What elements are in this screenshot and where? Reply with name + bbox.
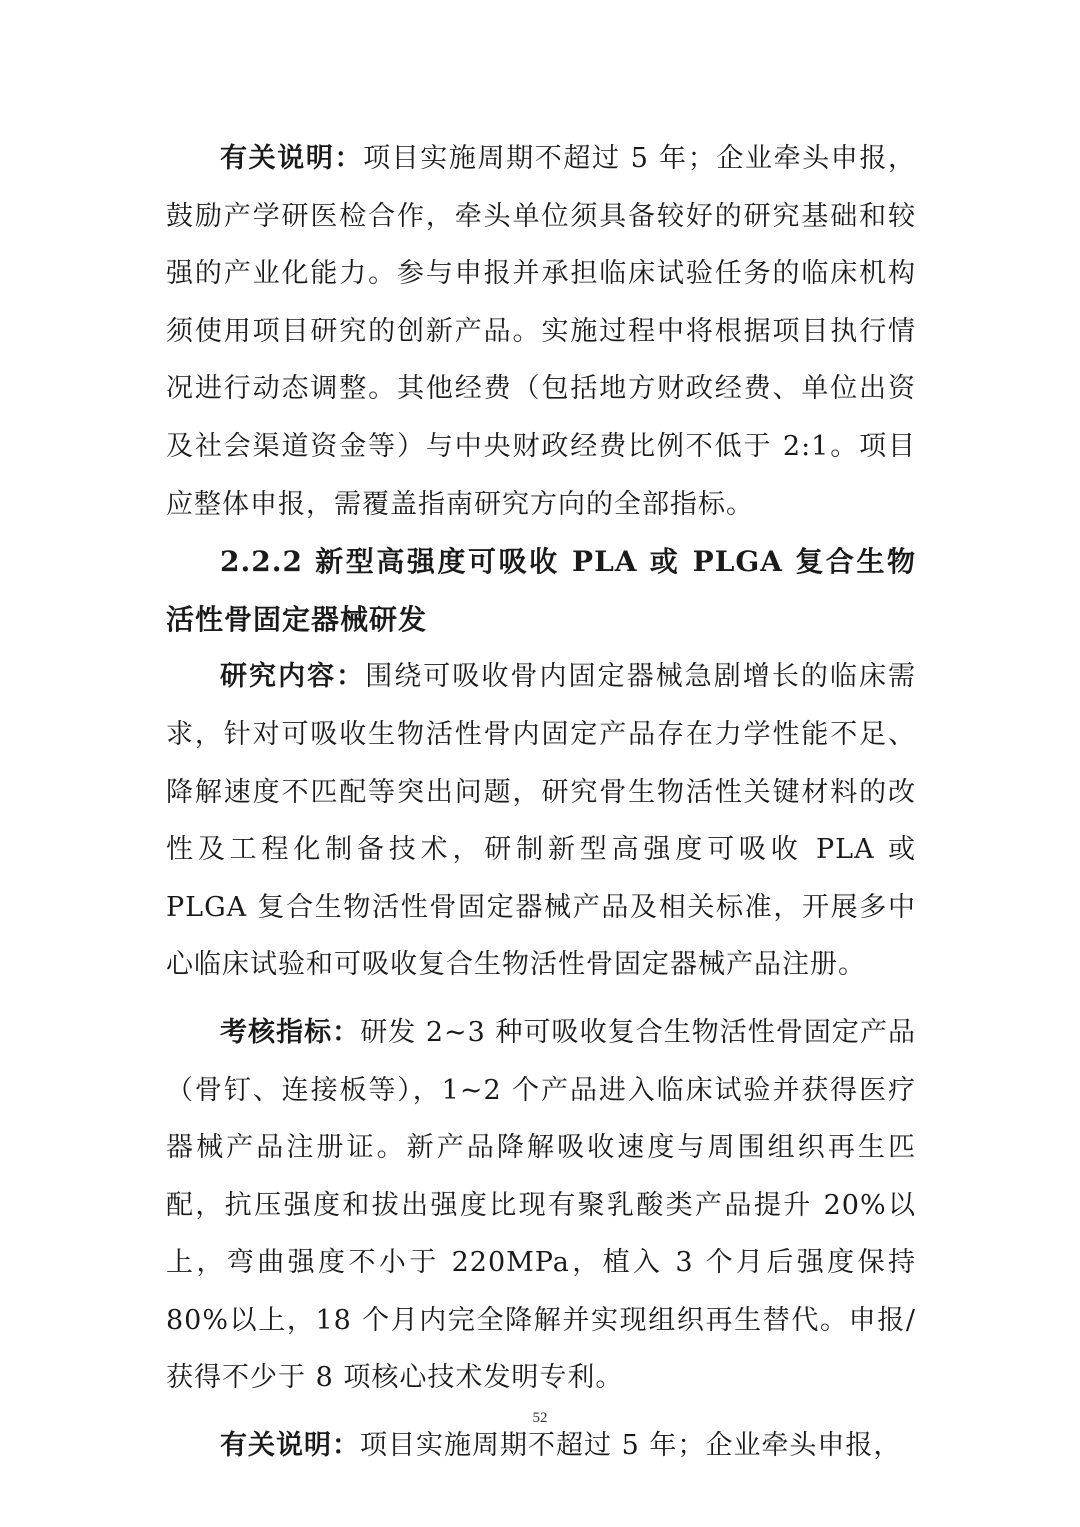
paragraph-lead: 考核指标： <box>220 1016 361 1048</box>
paragraph-lead: 有关说明： <box>220 143 364 174</box>
research-content-paragraph <box>166 648 916 994</box>
assessment-indicators-paragraph <box>166 1004 916 1407</box>
paragraph-text: 项目实施周期不超过 5 年；企业牵头申报，鼓励产学研医检合作，牵头单位须具备较好的研究基础和较强的产业化能力。参与申报并承担临床试验任务的临床机构须使用项目研究的创新产品。实施过程中将根据项目执行情况进行动态调整。其他经费（包括地方财政经费、单位出资及社会渠道资金等）与中央财政经费比例不低于 2:1。项目应整体申报，需覆盖指南研究方向的全部指标。 <box>166 143 917 520</box>
paragraph-lead: 研究内容： <box>220 661 366 693</box>
paragraph-text: 研发 2~3 种可吸收复合生物活性骨固定产品（骨钉、连接板等），1~2 个产品进入临床试验并获得医疗器械产品注册证。新产品降解吸收速度与周围组织再生匹配，抗压强度和拔出强度比现有聚乳酸类产品提升 20%以上，弯曲强度不小于 220MPa，植入 3 个月后强度保持 80%以上，18 个月内完全降解并实现组织再生替代。申报/获得不少于 8 项核心技术发明专利。 <box>166 1016 916 1394</box>
note-paragraph-1 <box>166 130 916 533</box>
paragraph-text: 项目实施周期不超过 5 年；企业牵头申报， <box>360 1430 902 1462</box>
paragraph-text: 围绕可吸收骨内固定器械急剧增长的临床需求，针对可吸收生物活性骨内固定产品存在力学性能不足、降解速度不匹配等突出问题，研究骨生物活性关键材料的改性及工程化制备技术，研制新型高强度可吸收 PLA 或 PLGA 复合生物活性骨固定器械产品及相关标准，开展多中心临床试验和可吸收复合生物活性骨固定器械产品注册。 <box>166 661 917 981</box>
body-text <box>166 130 916 1475</box>
paragraph-lead: 有关说明： <box>220 1430 360 1462</box>
page-number: 52 <box>532 1410 548 1426</box>
section-heading: 2.2.2 新型高强度可吸收 PLA 或 PLGA 复合生物活性骨固定器械研发 <box>166 545 916 636</box>
